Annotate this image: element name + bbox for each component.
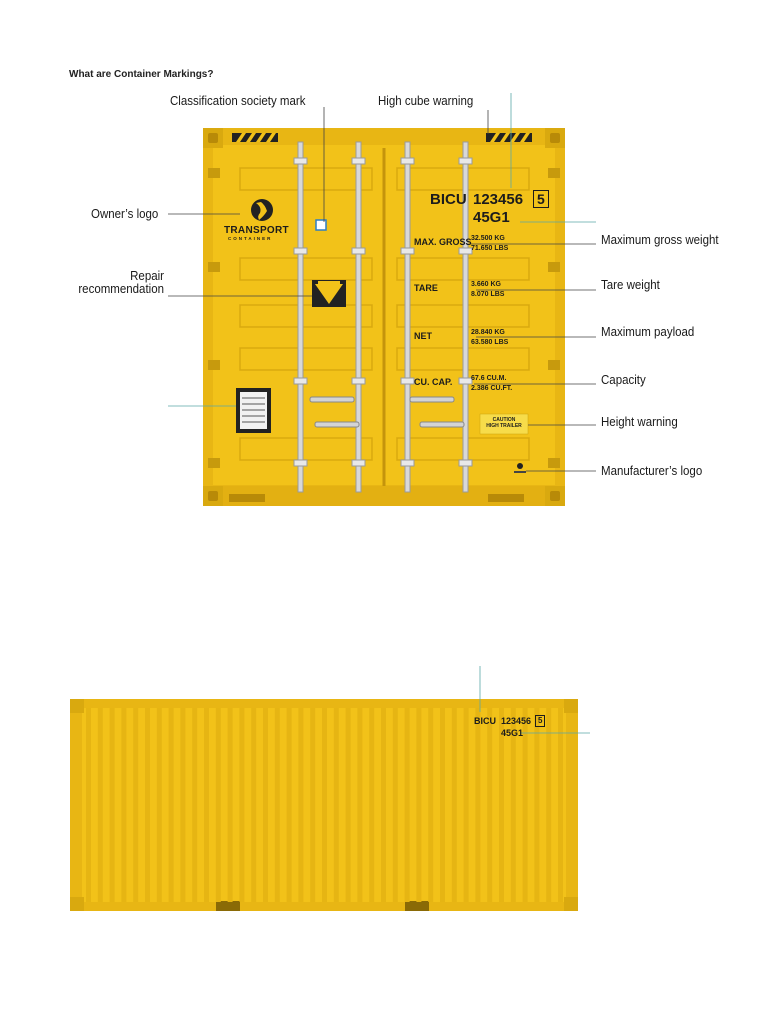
caution-line2: HIGH TRAILER: [486, 423, 522, 429]
side-corrugation: [357, 708, 362, 902]
side-corrugation: [251, 708, 256, 902]
owner-logo-text: TRANSPORT: [224, 225, 289, 236]
callout-owners-logo: Owner’s logo: [91, 207, 159, 221]
side-corrugation: [98, 708, 103, 902]
side-corrugation: [393, 708, 398, 902]
callout-manufacturers-logo: Manufacturer’s logo: [601, 464, 703, 478]
net-kg: 28.840 KG: [471, 329, 505, 336]
side-corrugation: [464, 708, 469, 902]
callout-tare-weight: Tare weight: [601, 278, 660, 292]
side-corrugation: [452, 708, 457, 902]
side-corrugation: [298, 708, 303, 902]
side-owner-code: BICU: [474, 716, 496, 726]
side-corrugation: [180, 708, 185, 902]
side-corrugation: [263, 708, 268, 902]
side-corrugation: [322, 708, 327, 902]
side-size-type-code: 45G1: [501, 728, 524, 738]
front-check-digit: 5: [533, 190, 549, 208]
callout-capacity: Capacity: [601, 373, 646, 387]
front-serial-number: 123456: [473, 191, 524, 208]
callout-high-cube-warning: High cube warning: [378, 94, 474, 108]
side-corrugation: [192, 708, 197, 902]
high-cube-stripes-left: [232, 133, 278, 142]
callout-repair-line1: Repair: [130, 269, 164, 283]
side-corrugation: [204, 708, 209, 902]
callout-repair-recommendation: [76, 270, 164, 296]
high-cube-stripes-right: [486, 133, 532, 142]
callout-height-warning: Height warning: [601, 415, 678, 429]
document-title: What are Container Markings?: [69, 69, 214, 80]
side-corrugation: [133, 708, 138, 902]
side-corrugation: [440, 708, 445, 902]
side-corrugation: [275, 708, 280, 902]
net-label: NET: [414, 331, 432, 341]
tare-kg: 3.660 KG: [471, 281, 501, 288]
net-lbs: 63.580 LBS: [471, 339, 509, 346]
front-owner-code: BICU: [430, 191, 467, 208]
owner-logo-globe: [251, 199, 273, 221]
caution-line1: CAUTION: [492, 417, 516, 423]
callout-classification-society-mark: Classification society mark: [170, 94, 306, 108]
side-corrugation: [145, 708, 150, 902]
side-corrugation: [346, 708, 351, 902]
owner-logo-subtext: CONTAINER: [228, 236, 273, 241]
side-corrugation: [416, 708, 421, 902]
side-serial-number: 123456: [501, 716, 532, 726]
side-corrugation: [287, 708, 292, 902]
side-corrugation: [121, 708, 126, 902]
tare-label: TARE: [414, 283, 438, 293]
side-corrugation: [523, 708, 528, 902]
side-corrugation: [475, 708, 480, 902]
side-corrugation: [86, 708, 91, 902]
cu-cap-m: 67.6 CU.M.: [471, 375, 507, 382]
repair-warning-triangle: [312, 280, 346, 307]
side-corrugation: [334, 708, 339, 902]
side-corrugation: [546, 708, 551, 902]
side-corrugation: [487, 708, 492, 902]
side-corrugation: [228, 708, 233, 902]
side-check-digit: 5: [535, 715, 545, 727]
side-corrugation: [534, 708, 539, 902]
tare-lbs: 8.070 LBS: [471, 291, 505, 298]
side-corrugation: [216, 708, 221, 902]
callout-maximum-gross-weight: Maximum gross weight: [601, 233, 719, 247]
callout-maximum-payload: Maximum payload: [601, 325, 695, 339]
side-corrugation: [405, 708, 410, 902]
side-corrugation: [239, 708, 244, 902]
max-gross-label: MAX. GROSS: [414, 237, 472, 247]
front-size-type-code: 45G1: [473, 209, 510, 226]
side-corrugation: [428, 708, 433, 902]
side-corrugation: [381, 708, 386, 902]
side-corrugation: [169, 708, 174, 902]
side-corrugation: [157, 708, 162, 902]
side-corrugation: [369, 708, 374, 902]
classification-society-mark: [316, 220, 326, 230]
max-gross-kg: 32.500 KG: [471, 235, 505, 242]
cu-cap-label: CU. CAP.: [414, 377, 453, 387]
cu-cap-ft: 2.386 CU.FT.: [471, 385, 513, 392]
callout-repair-line2: recommendation: [78, 282, 164, 296]
side-corrugation: [110, 708, 115, 902]
side-corrugations: [86, 708, 563, 902]
side-corrugation: [310, 708, 315, 902]
csc-plate: [236, 388, 271, 433]
side-corrugation: [558, 708, 563, 902]
caution-plate: [480, 417, 528, 429]
max-gross-lbs: 71.650 LBS: [471, 245, 509, 252]
